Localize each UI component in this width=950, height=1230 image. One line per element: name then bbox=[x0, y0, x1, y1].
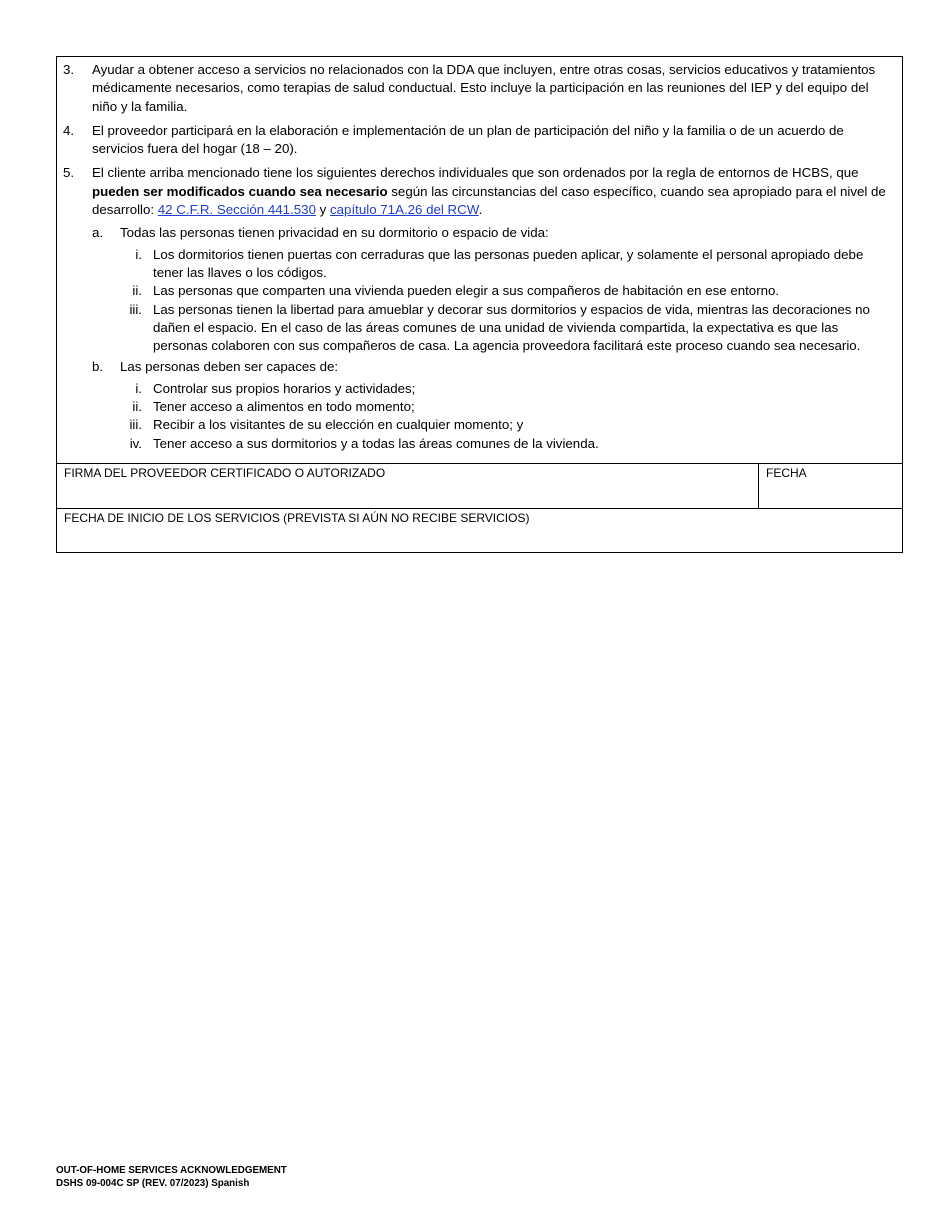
sub-item-label: a. bbox=[92, 225, 104, 241]
roman-number: ii. bbox=[132, 399, 142, 415]
signature-date-label: FECHA bbox=[766, 465, 807, 480]
sub-item-a bbox=[92, 224, 894, 242]
roman-text: Recibir a los visitantes de su elección en cualquier momento; y bbox=[153, 417, 524, 433]
roman-item bbox=[120, 246, 894, 283]
item-text: Ayudar a obtener acceso a servicios no relacionados con la DDA que incluyen, entre otras cosas, servicios educativos y tratamientos médicamente necesarios, como terapias de salud conductual. Esto incluye la participación en las reuniones del IEP y del equipo del niño y la familia. bbox=[92, 62, 876, 114]
sub-list-b bbox=[63, 380, 894, 453]
item-text bbox=[92, 164, 894, 219]
roman-number: iii. bbox=[129, 417, 142, 433]
roman-text: Los dormitorios tienen puertas con cerraduras que las personas pueden aplicar, y solamente el personal apropiado debe tener las llaves o los códigos. bbox=[153, 246, 864, 280]
roman-text: Controlar sus propios horarios y actividades; bbox=[153, 380, 416, 396]
roman-number: ii. bbox=[132, 283, 142, 299]
roman-number: iv. bbox=[129, 435, 142, 451]
signature-row bbox=[57, 463, 902, 508]
roman-text: Las personas que comparten una vivienda pueden elegir a sus compañeros de habitación en ese entorno. bbox=[153, 283, 780, 299]
roman-item bbox=[120, 416, 894, 434]
roman-item bbox=[120, 301, 894, 356]
roman-text: Tener acceso a alimentos en todo momento; bbox=[153, 399, 415, 415]
rights-list bbox=[57, 57, 902, 463]
list-item bbox=[63, 61, 894, 116]
provider-signature-label: FIRMA DEL PROVEEDOR CERTIFICADO O AUTORIZADO bbox=[64, 465, 386, 480]
signature-date-field[interactable] bbox=[759, 464, 902, 508]
list-item bbox=[63, 122, 894, 159]
start-date-row bbox=[57, 508, 902, 552]
form-box bbox=[56, 56, 903, 553]
roman-item bbox=[120, 435, 894, 453]
rcw-link[interactable]: capítulo 71A.26 del RCW bbox=[330, 202, 479, 218]
roman-number: i. bbox=[135, 380, 142, 396]
bold-text: pueden ser modificados cuando sea necesario bbox=[92, 183, 388, 199]
item-text-part: según las circunstancias del caso específico, cuando sea apropiado para el nivel de desarrollo: bbox=[92, 183, 886, 218]
sub-list-a bbox=[63, 246, 894, 356]
sub-item-b bbox=[92, 358, 894, 376]
item-text-part: y bbox=[315, 202, 331, 218]
roman-item bbox=[120, 398, 894, 416]
cfr-link[interactable]: 42 C.F.R. Sección 441.530 bbox=[157, 202, 316, 218]
form-footer bbox=[56, 1164, 287, 1190]
roman-number: i. bbox=[135, 246, 142, 262]
roman-item bbox=[120, 282, 894, 300]
roman-text: Tener acceso a sus dormitorios y a todas las áreas comunes de la vivienda. bbox=[153, 435, 599, 451]
roman-number: iii. bbox=[129, 301, 142, 317]
provider-signature-field[interactable] bbox=[57, 464, 759, 508]
item-text: El proveedor participará en la elaboración e implementación de un plan de participación del niño y la familia o de un acuerdo de servicios fuera del hogar (18 – 20). bbox=[92, 122, 844, 157]
item-number: 3. bbox=[63, 62, 75, 77]
list-item bbox=[63, 164, 894, 219]
form-number: DSHS 09-004C SP (REV. 07/2023) Spanish bbox=[56, 1178, 250, 1189]
item-text-part: El cliente arriba mencionado tiene los siguientes derechos individuales que son ordenados por la regla de entornos de HCBS, que bbox=[92, 165, 859, 181]
service-start-date-field[interactable] bbox=[57, 509, 902, 527]
sub-item-text: Las personas deben ser capaces de: bbox=[120, 359, 339, 375]
form-title: OUT-OF-HOME SERVICES ACKNOWLEDGEMENT bbox=[56, 1165, 287, 1176]
sub-item-label: b. bbox=[92, 359, 104, 375]
item-number: 5. bbox=[63, 165, 75, 181]
roman-text: Las personas tienen la libertad para amueblar y decorar sus dormitorios y espacios de vida, mientras las decoraciones no dañen el espacio. En el caso de las áreas comunes de una unidad de vivienda compartida, la expectativa es que las personas colaboren con sus compañeros de casa. La agencia proveedora facilitará este proceso cuando sea necesario. bbox=[153, 301, 870, 354]
item-number: 4. bbox=[63, 122, 75, 138]
roman-item bbox=[120, 380, 894, 398]
sub-item-text: Todas las personas tienen privacidad en su dormitorio o espacio de vida: bbox=[120, 225, 549, 241]
service-start-date-label: FECHA DE INICIO DE LOS SERVICIOS (PREVISTA SI AÚN NO RECIBE SERVICIOS) bbox=[64, 510, 530, 525]
item-text-part: . bbox=[478, 202, 483, 218]
